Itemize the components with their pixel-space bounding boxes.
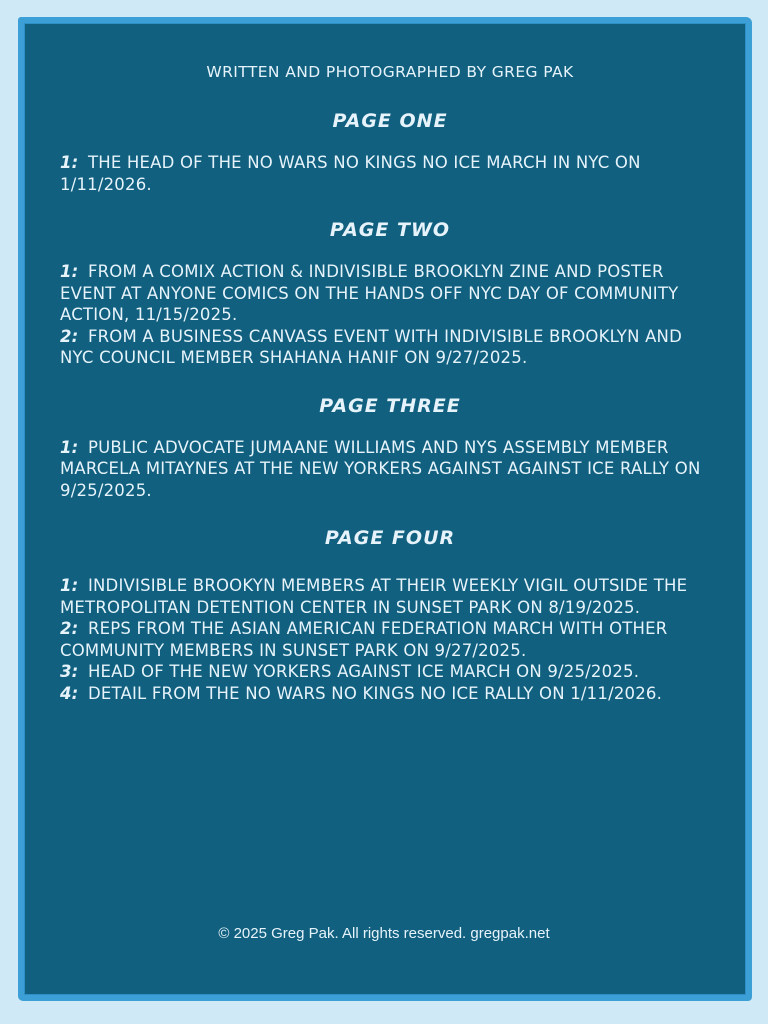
section-title: PAGE THREE (319, 394, 461, 417)
entry-text: THE HEAD OF THE NO WARS NO KINGS NO ICE MARCH IN NYC ON 1/11/2026. (60, 153, 641, 194)
entry-text: FROM A COMIX ACTION & INDIVISIBLE BROOKLYN ZINE AND POSTER EVENT AT ANYONE COMICS ON THE HANDS OFF NYC DAY OF COMMUNITY ACTION, 11/15/2025. (60, 262, 679, 324)
entry-item (60, 575, 720, 618)
entry-list (60, 261, 720, 369)
copyright-footer: © 2025 Greg Pak. All rights reserved. gregpak.net (218, 925, 550, 942)
credits-content (60, 60, 720, 704)
entry-text: FROM A BUSINESS CANVASS EVENT WITH INDIVISIBLE BROOKLYN AND NYC COUNCIL MEMBER SHAHANA HANIF ON 9/27/2025. (60, 326, 683, 367)
entry-list (60, 575, 720, 704)
section-title: PAGE TWO (329, 219, 451, 241)
entry-list (60, 437, 720, 502)
section-title: PAGE FOUR (324, 527, 456, 549)
entry-number: 1: (60, 576, 79, 595)
entry-text: PUBLIC ADVOCATE JUMAANE WILLIAMS AND NYS ASSEMBLY MEMBER MARCELA MITAYNES AT THE NEW YORKERS AGAINST AGAINST ICE RALLY ON 9/25/2025. (60, 437, 701, 500)
entry-number: 1: (60, 262, 79, 281)
entry-text: DETAIL FROM THE NO WARS NO KINGS NO ICE RALLY ON 1/11/2026. (87, 683, 663, 703)
entry-number: 2: (60, 326, 79, 346)
entry-number: 1: (60, 153, 79, 172)
entry-number: 3: (60, 662, 79, 681)
entry-item (60, 326, 720, 369)
section-page-four (60, 525, 720, 704)
entry-item (60, 618, 720, 661)
section-page-one (60, 108, 720, 195)
section-title: PAGE ONE (332, 110, 448, 132)
entry-number: 1: (60, 437, 79, 457)
entry-text: REPS FROM THE ASIAN AMERICAN FEDERATION MARCH WITH OTHER COMMUNITY MEMBERS IN SUNSET PARK ON 9/27/2025. (60, 619, 668, 660)
entry-item (60, 152, 720, 195)
section-page-two (60, 217, 720, 369)
credit-line: WRITTEN AND PHOTOGRAPHED BY GREG PAK (206, 63, 574, 81)
entry-text: INDIVISIBLE BROOKYN MEMBERS AT THEIR WEEKLY VIGIL OUTSIDE THE METROPOLITAN DETENTION CENTER IN SUNSET PARK ON 8/19/2025. (60, 576, 688, 617)
entry-item (60, 661, 720, 683)
section-page-three (60, 393, 720, 502)
entry-number: 4: (60, 683, 79, 703)
entry-item (60, 261, 720, 326)
entry-list (60, 152, 720, 195)
entry-item (60, 683, 720, 705)
entry-number: 2: (60, 619, 79, 638)
entry-item (60, 437, 720, 502)
entry-text: HEAD OF THE NEW YORKERS AGAINST ICE MARCH ON 9/25/2025. (87, 662, 640, 681)
